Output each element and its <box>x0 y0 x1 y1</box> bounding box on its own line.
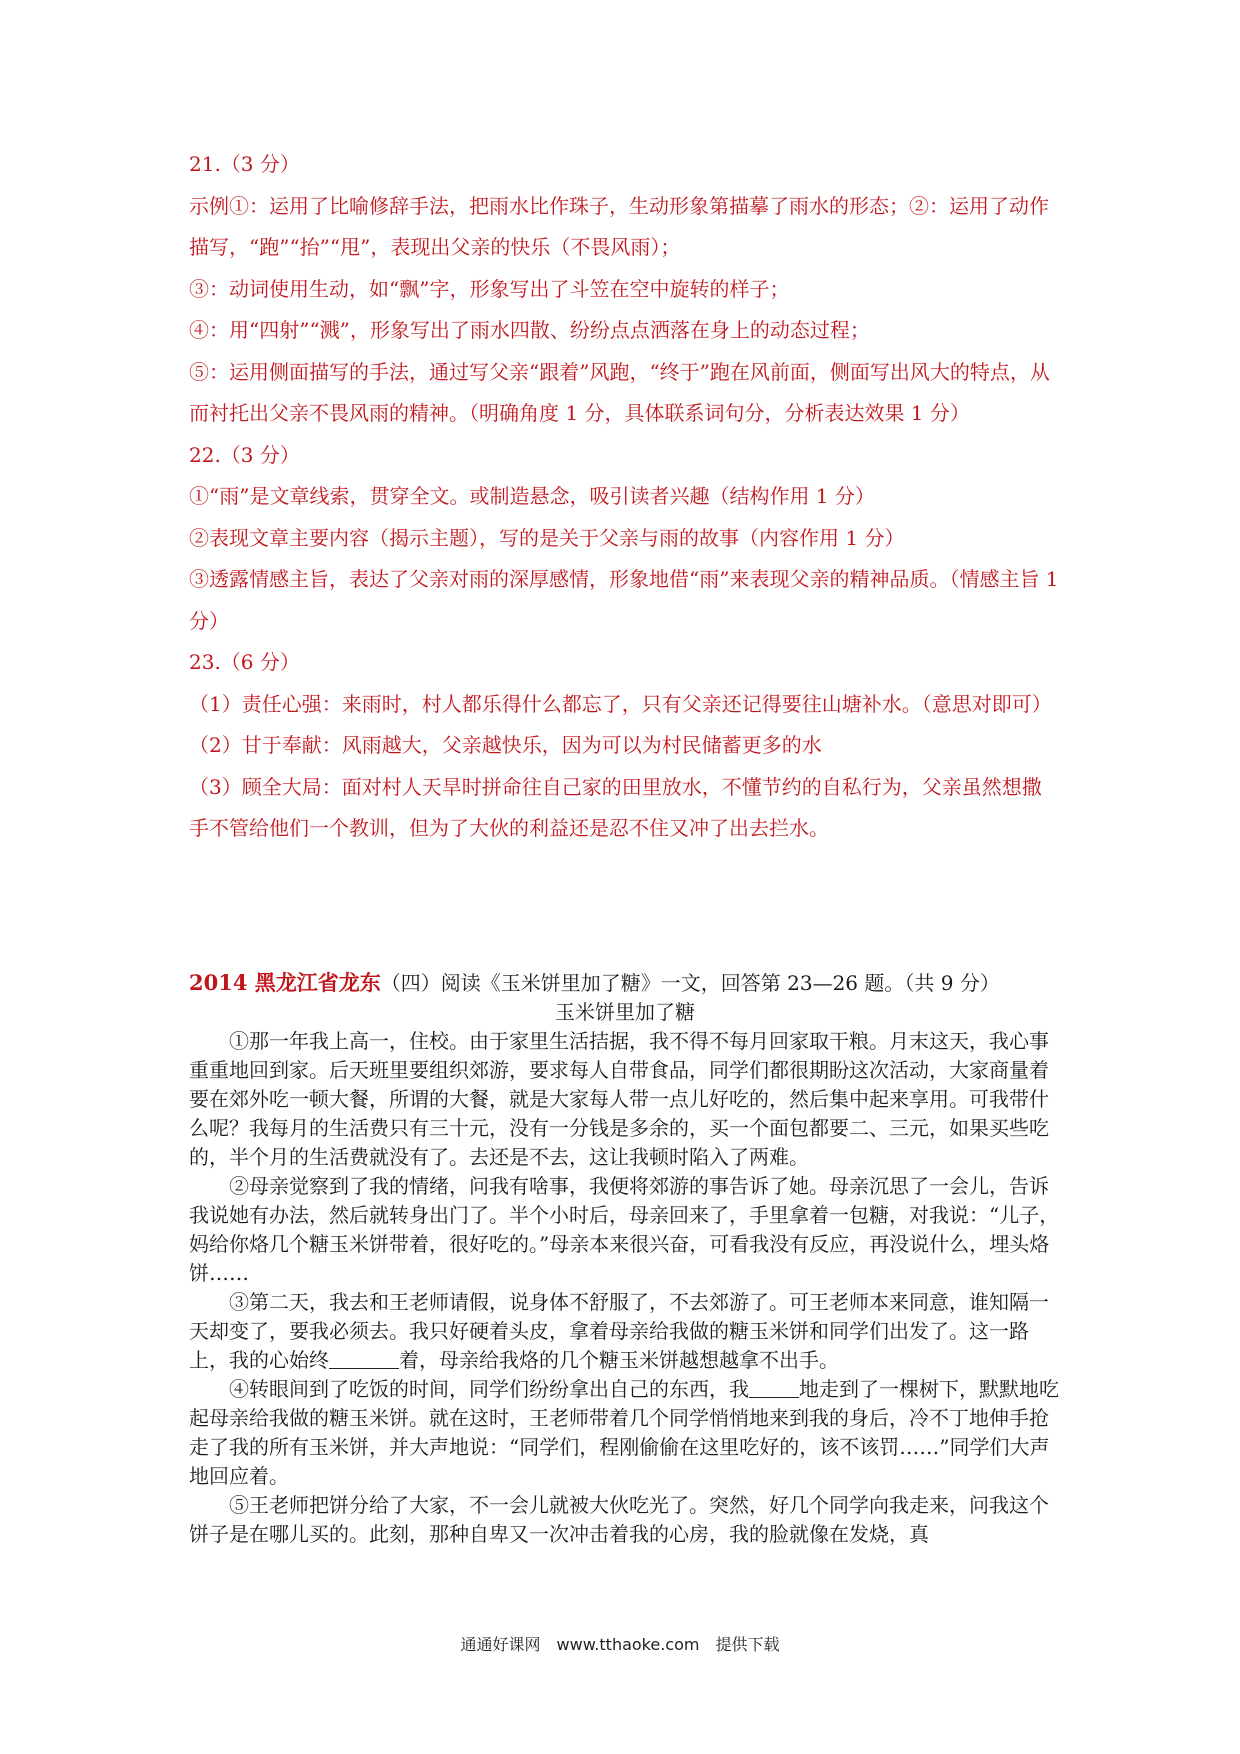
paragraph-2: ②母亲觉察到了我的情绪，问我有啥事，我便将郊游的事告诉了她。母亲沉思了一会儿，告诉我说她有办法，然后就转身出门了。半个小时后，母亲回来了，手里拿着一包糖，对我说：“儿子，妈给你烙几个糖玉米饼带着，很好吃的。”母亲本来很兴奋，可看我没有反应，再没说什么，埋头烙饼…… <box>189 1174 1060 1285</box>
paragraph-4-text-a: ④转眼间到了吃饭的时间，同学们纷纷拿出自己的东西，我 <box>229 1377 749 1401</box>
fill-blank-2 <box>749 1377 799 1398</box>
story-title: 玉米饼里加了糖 <box>555 1000 695 1024</box>
q21-line-2: ③：动词使用生动，如“飘”字，形象写出了斗笠在空中旋转的样子； <box>189 276 790 301</box>
reading-section <box>189 968 1061 1549</box>
q23-line-3: （3）顾全大局：面对村人天旱时拼命往自己家的田里放水，不懂节约的自私行为，父亲虽然想撒手不管给他们一个教训，但为了大伙的利益还是忍不住又冲了出去拦水。 <box>189 774 1042 840</box>
paragraph-3 <box>189 1288 1061 1375</box>
reading-instruction: （四）阅读《玉米饼里加了糖》一文，回答第 23—26 题。（共 9 分） <box>380 971 1000 995</box>
paragraph-1: ①那一年我上高一，住校。由于家里生活拮据，我不得不每月回家取干粮。月末这天，我心事重重地回到家。后天班里要组织郊游，要求每人自带食品，同学们都很期盼这次活动，大家商量着要在郊外吃一顿大餐，所谓的大餐，就是大家每人带一点儿好吃的，然后集中起来享用。可我带什么呢？我每月的生活费只有三十元，没有一分钱是多余的，买一个面包都要二、三元，如果买些吃的，半个月的生活费就没有了。去还是不去，这让我顿时陷入了两难。 <box>189 1029 1049 1169</box>
reading-heading <box>189 968 1061 998</box>
q23-line-2: （2）甘于奉献：风雨越大，父亲越快乐，因为可以为村民储蓄更多的水 <box>189 733 822 757</box>
paragraph-3-text-a: ③第二天，我去和王老师请假，说身体不舒服了，不去郊游了。可王老师本来同意，谁知隔一天却变了，要我必须去。我只好硬着头皮，拿着母亲给我做的糖玉米饼和同学们出发了。这一路上，我的心始终 <box>189 1290 1049 1372</box>
q22-line-1: ①“雨”是文章线索，贯穿全文。或制造悬念，吸引读者兴趣（结构作用 1 分） <box>189 484 875 508</box>
q21-line-1: 示例①：运用了比喻修辞手法，把雨水比作珠子，生动形象第描摹了雨水的形态；②：运用了动作描写，“跑”“抬”“甩”，表现出父亲的快乐（不畏风雨）； <box>189 193 1049 259</box>
fill-blank-1 <box>329 1348 399 1369</box>
paragraph-4-text-b: 地走到了一棵树下，默默地吃起母亲给我做的糖玉米饼。就在这时，王老师带着几个同学悄悄地来到我的身后，冷不丁地伸手抢走了我的所有玉米饼，并大声地说：“同学们，程刚偷偷在这里吃好的，该不该罚……”同学们大声地回应着。 <box>189 1377 1059 1488</box>
paragraph-3-text-b: 着，母亲给我烙的几个糖玉米饼越想越拿不出手。 <box>399 1348 839 1372</box>
q23-line-1: （1）责任心强：来雨时，村人都乐得什么都忘了，只有父亲还记得要往山塘补水。（意思对即可） <box>189 691 1052 716</box>
answer-block <box>189 144 1061 850</box>
q21-line-4: ⑤：运用侧面描写的手法，通过写父亲“跟着”风跑，“终于”跑在风前面，侧面写出风大的特点，从而衬托出父亲不畏风雨的精神。（明确角度 1 分，具体联系词句分，分析表达效果 1 分） <box>189 359 1050 425</box>
q22-label: 22.（3 分） <box>189 442 300 467</box>
q23-label: 23.（6 分） <box>189 650 300 674</box>
paragraph-4 <box>189 1375 1061 1491</box>
q22-line-2: ②表现文章主要内容（揭示主题），写的是关于父亲与雨的故事（内容作用 1 分） <box>189 525 905 550</box>
paragraph-5: ⑤王老师把饼分给了大家，不一会儿就被大伙吃光了。突然，好几个同学向我走来，问我这个饼子是在哪儿买的。此刻，那种自卑又一次冲击着我的心房，我的脸就像在发烧，真 <box>189 1493 1049 1546</box>
q22-line-3: ③透露情感主旨，表达了父亲对雨的深厚感情，形象地借“雨”来表现父亲的精神品质。（情感主旨 1 分） <box>189 567 1059 633</box>
region-label: 2014 黑龙江省龙东 <box>189 970 381 995</box>
q21-label: 21.（3 分） <box>189 152 300 176</box>
q21-line-3: ④：用“四射”“溅”，形象写出了雨水四散、纷纷点点洒落在身上的动态过程； <box>189 318 870 342</box>
page-footer: 通通好课网 www.tthaoke.com 提供下载 <box>460 1635 780 1654</box>
